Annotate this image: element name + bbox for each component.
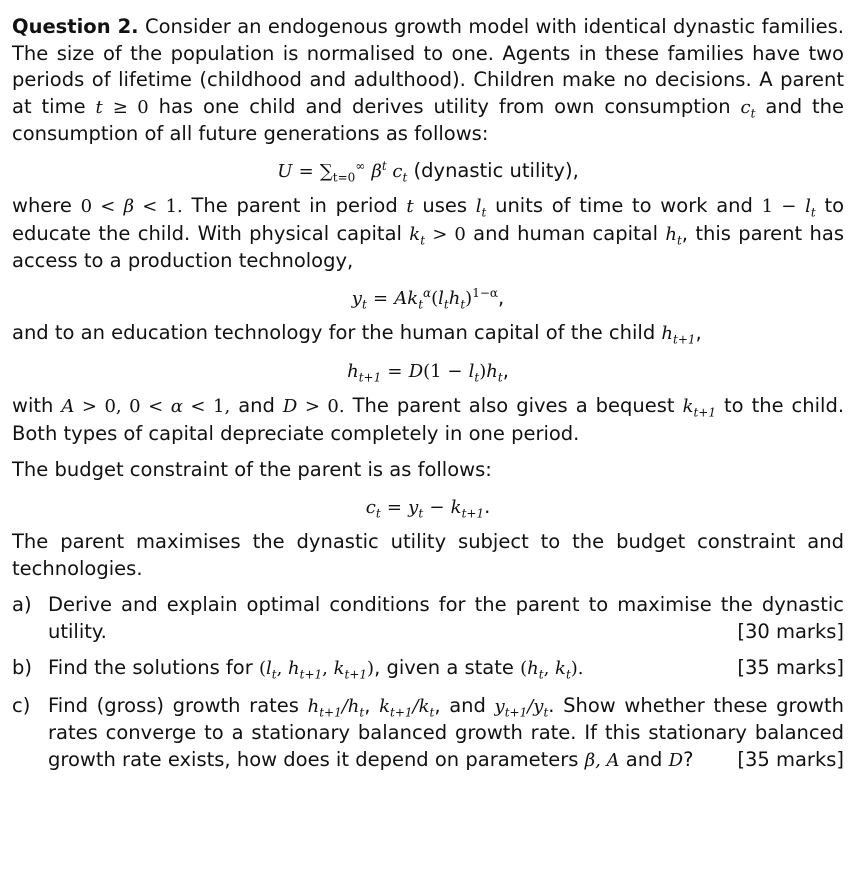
production-equation: $y_t = Ak_t^\alpha(l_th_t)^{1-\alpha}$, bbox=[351, 285, 505, 312]
parameters-paragraph: with A > 0, 0 < α < 1, and D > 0. The parent also gives a bequest $k_{t+1}$ to the child. Both types of capital depreciate completely in one period. bbox=[12, 394, 845, 445]
marks-c: [35 marks] bbox=[737, 747, 844, 771]
intro-paragraph: Question 2. Consider an endogenous growth model with identical dynastic families. The size of the population is normalised to one. Agents in these families have two periods of lifetime (childhood and adulthood). Children make no decisions. A parent at time t ≥ 0 has one child and derives utility from own consumption $c_t$ and the consumption of all future generations as follows: bbox=[12, 15, 845, 145]
question-title: Question 2. bbox=[12, 15, 139, 38]
education-paragraph: and to an education technology for the human capital of the child $h_{t+1}$, bbox=[12, 321, 702, 347]
education-equation: $h_{t+1} = D(1 - l_t)h_t$, bbox=[347, 358, 509, 385]
budget-paragraph: The budget constraint of the parent is as follows: bbox=[12, 458, 492, 481]
objective-paragraph: The parent maximises the dynastic utility subject to the budget constraint and technologies. bbox=[12, 530, 844, 580]
utility-equation: $U = \sum_{t=0}^\infty$ $\beta^t$ $c_t$ (dynastic utility), bbox=[277, 158, 579, 185]
question-document bbox=[12, 14, 844, 774]
intro-text: Consider an endogenous growth model with identical dynastic families. The size of the population is normalised to one. Agents in these families have two periods of lifetime (childhood and adulthood). Children make no decisions. A parent at time bbox=[12, 15, 845, 118]
marks-b: [35 marks] bbox=[737, 656, 844, 679]
part-c: c) Find (gross) growth rates $h_{t+1}/h_t$, $k_{t+1}/k_t$, and $y_{t+1}/y_t$. Show whether these growth rates converge to a stationary balanced growth rate. If this stationary balanced growth rate exists, how does it depend on parameters β, A and D? [35 marks] bbox=[12, 693, 844, 775]
marks-a: [30 marks] bbox=[737, 619, 844, 643]
part-a: a) Derive and explain optimal conditions for the parent to maximise the dynastic utility. [30 marks] bbox=[12, 592, 844, 645]
part-b: b) Find the solutions for ($l_t$, $h_{t+1}$, $k_{t+1}$), given a state ($h_t$, $k_t$). [35 marks] bbox=[12, 656, 844, 682]
setup-paragraph: where 0 < β < 1. The parent in period t uses $l_t$ units of time to work and $1 - l_t$ to educate the child. With physical capital $k_t > 0$ and human capital $h_t$, this parent has access to a production technology, bbox=[12, 194, 845, 272]
budget-equation: $c_t = y_t - k_{t+1}$. bbox=[365, 494, 491, 521]
